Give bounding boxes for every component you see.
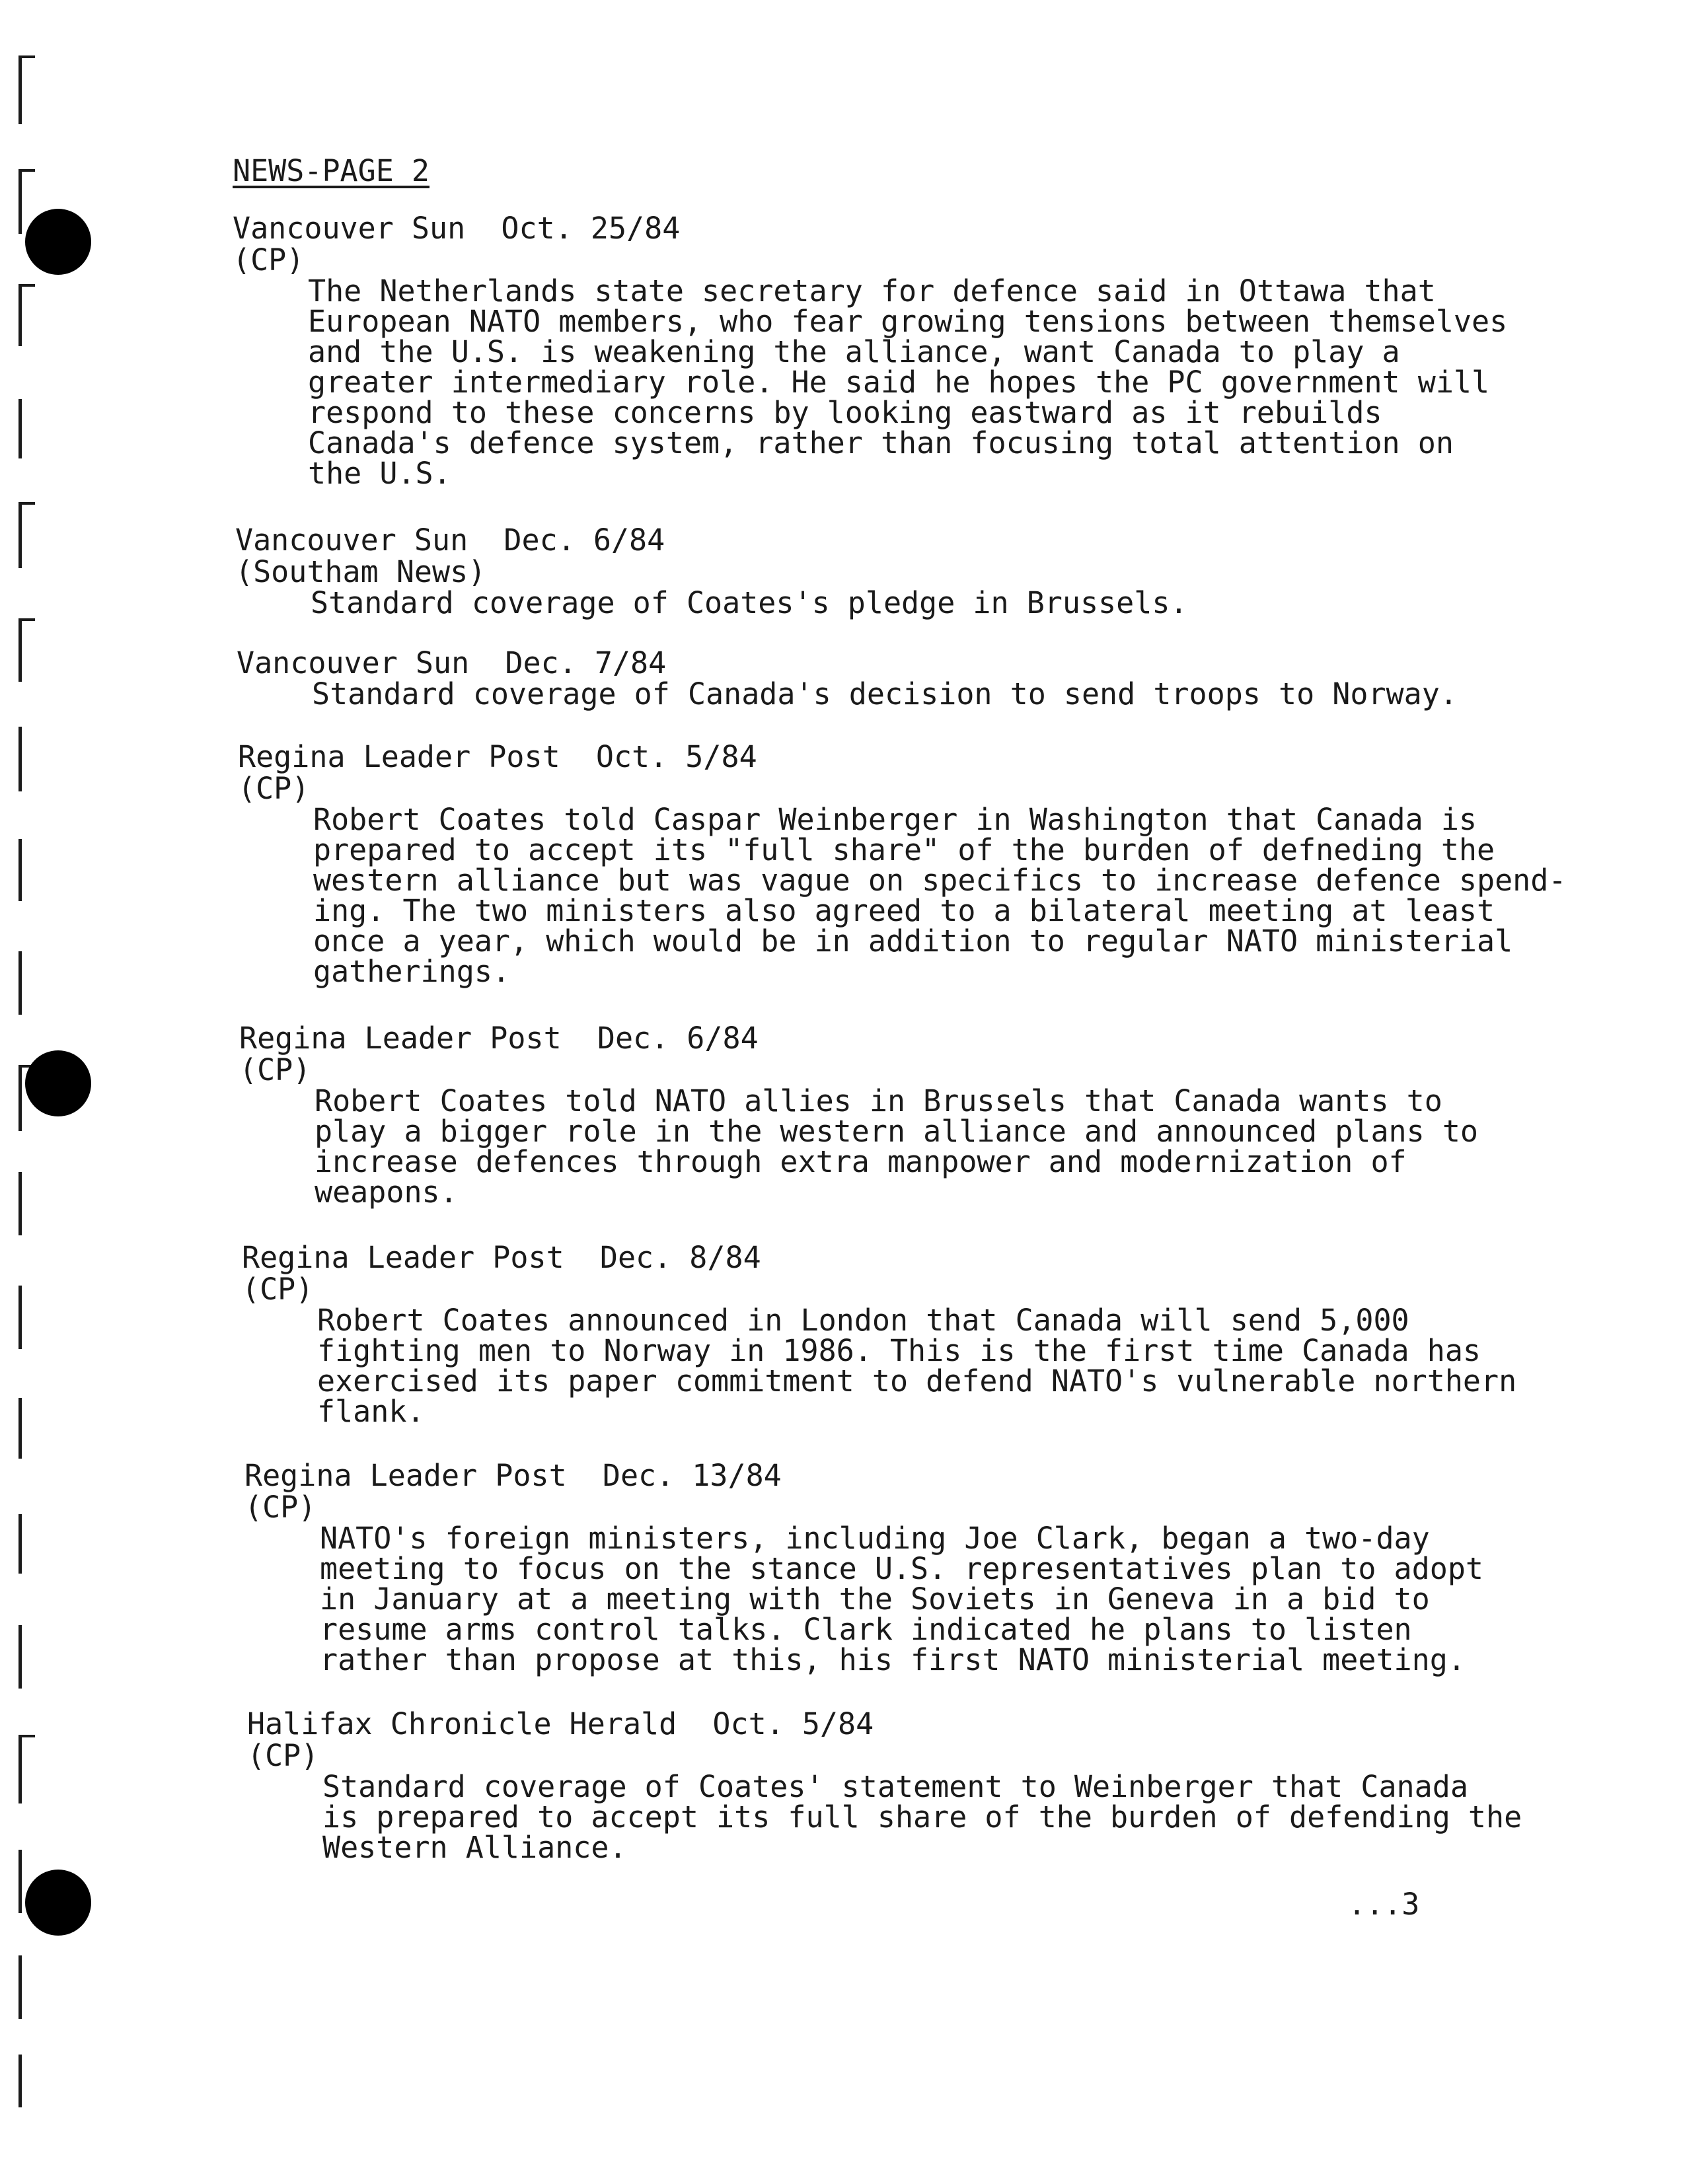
binder-mark xyxy=(19,502,35,568)
entry-agency: (CP) xyxy=(233,242,305,277)
entry-summary: NATO's foreign ministers, including Joe Clark, began a two-day meeting to focus on the stance U.S. representatives plan to adopt in January at a meeting with the Soviets in Geneva in a bid to resume arms control talks. Clark indicated he plans to listen rather than propose at this, his first NATO ministerial meeting. xyxy=(320,1521,1483,1677)
entry-summary: Standard coverage of Coates's pledge in Brussels. xyxy=(311,585,1188,620)
news-entry xyxy=(239,1023,1681,1208)
punch-hole xyxy=(25,1870,91,1936)
entry-source: Vancouver Sun Oct. 25/84 xyxy=(233,211,681,246)
entry-summary: Robert Coates announced in London that Canada will send 5,000 fighting men to Norway in 1986. This is the first time Canada has exercised its paper commitment to defend NATO's vulnerable northern flank. xyxy=(317,1303,1517,1429)
entry-agency: (CP) xyxy=(238,771,310,806)
binder-mark xyxy=(19,399,35,458)
news-entry xyxy=(233,213,1681,489)
news-entry xyxy=(237,647,1681,710)
binder-mark xyxy=(19,1625,35,1689)
entry-summary: The Netherlands state secretary for defence said in Ottawa that European NATO members, who fear growing tensions between themselves and the U.S. is weakening the alliance, want Canada to play a greater intermediary role. He said he hopes the PC government will respond to these concerns by looking eastward as it rebuilds Canada's defence system, rather than focusing total attention on the U.S. xyxy=(308,273,1508,491)
entry-agency: (CP) xyxy=(244,1490,317,1525)
binder-mark xyxy=(19,55,35,124)
binder-mark xyxy=(19,839,35,901)
entry-source: Regina Leader Post Dec. 13/84 xyxy=(244,1458,782,1493)
binder-mark xyxy=(19,2055,35,2107)
entry-source: Halifax Chronicle Herald Oct. 5/84 xyxy=(247,1706,874,1741)
binder-mark xyxy=(19,1286,35,1349)
entry-agency: (CP) xyxy=(242,1272,314,1307)
punch-hole xyxy=(25,1050,91,1116)
news-entry xyxy=(242,1242,1681,1427)
binder-mark xyxy=(19,951,35,1015)
entry-agency: (Southam News) xyxy=(235,554,486,589)
entry-source: Vancouver Sun Dec. 6/84 xyxy=(235,523,665,558)
binder-mark xyxy=(19,1398,35,1459)
binder-mark xyxy=(19,284,35,346)
news-entry xyxy=(247,1708,1681,1863)
entry-agency: (CP) xyxy=(247,1738,319,1773)
punch-hole xyxy=(25,209,91,275)
page-header: NEWS-PAGE 2 xyxy=(233,153,430,188)
entry-source: Vancouver Sun Dec. 7/84 xyxy=(237,645,667,680)
news-entry xyxy=(244,1460,1681,1675)
binder-mark xyxy=(19,727,35,791)
binder-mark xyxy=(19,1955,35,2019)
binder-mark xyxy=(19,1172,35,1235)
binder-mark xyxy=(19,618,35,682)
news-entry xyxy=(235,525,1681,618)
entry-agency: (CP) xyxy=(239,1052,311,1087)
entry-source: Regina Leader Post Dec. 6/84 xyxy=(239,1021,759,1056)
continuation-marker: ...3 xyxy=(1348,1887,1420,1922)
binder-mark xyxy=(19,1514,35,1574)
news-entry xyxy=(238,741,1681,987)
entry-summary: Robert Coates told Caspar Weinberger in Washington that Canada is prepared to accept its "full share" of the burden of defneding the western alliance but was vague on specifics to increase defence spend- ing. The two ministers also agreed to a bilateral meeting at least once a year, which would be in addition to regular NATO ministerial gatherings. xyxy=(313,802,1567,989)
binder-mark xyxy=(19,1735,35,1803)
entry-summary: Standard coverage of Coates' statement to Weinberger that Canada is prepared to accept its full share of the burden of defending the Western Alliance. xyxy=(322,1769,1522,1865)
entry-source: Regina Leader Post Dec. 8/84 xyxy=(242,1240,761,1275)
entry-summary: Robert Coates told NATO allies in Brussels that Canada wants to play a bigger role in the western alliance and announced plans to increase defences through extra manpower and modernization of weapons. xyxy=(315,1083,1478,1210)
entry-summary: Standard coverage of Canada's decision to send troops to Norway. xyxy=(312,676,1458,711)
entry-source: Regina Leader Post Oct. 5/84 xyxy=(238,739,757,774)
